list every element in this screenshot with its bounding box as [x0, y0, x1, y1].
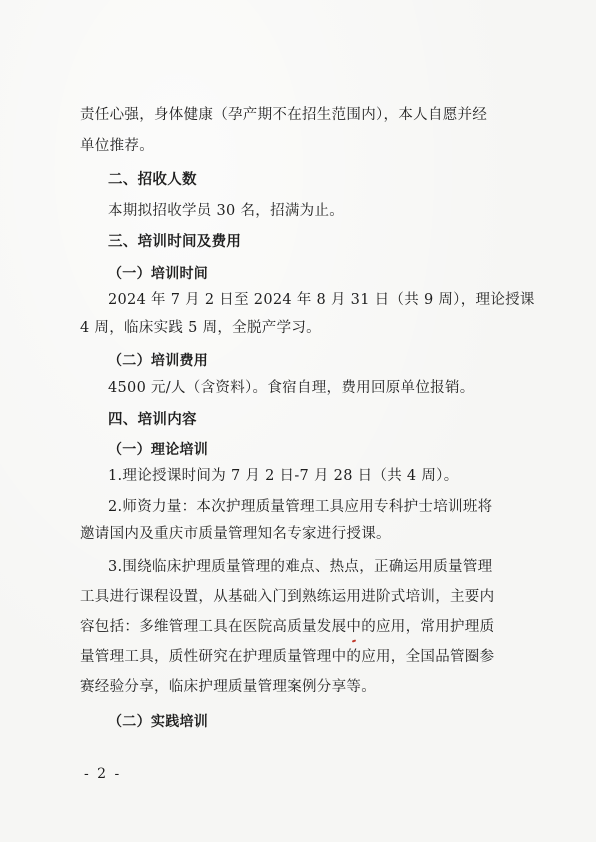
paragraph-line: 邀请国内及重庆市质量管理知名专家进行授课。	[80, 526, 391, 542]
ink-mark	[352, 639, 356, 642]
subsection-heading: （二）实践培训	[108, 714, 209, 730]
subsection-heading: （一）培训时间	[108, 266, 209, 282]
paragraph-line: 量管理工具，质性研究在护理质量管理中的应用，全国品管圈参	[80, 649, 495, 665]
paragraph-line: 1.理论授课时间为 7 月 2 日-7 月 28 日（共 4 周）。	[108, 468, 459, 484]
paragraph-line: 2.师资力量：本次护理质量管理工具应用专科护士培训班将	[108, 499, 493, 515]
paragraph-line: 责任心强，身体健康（孕产期不在招生范围内），本人自愿并经	[80, 107, 488, 123]
page-number: - 2 -	[84, 766, 122, 782]
paragraph-line: 工具进行课程设置，从基础入门到熟练运用进阶式培训，主要内	[80, 589, 495, 605]
paragraph-line: 单位推荐。	[80, 138, 154, 154]
paragraph-line: 赛经验分享，临床护理质量管理案例分享等。	[80, 679, 376, 695]
paragraph-line: 4500 元/人（含资料）。食宿自理，费用回原单位报销。	[108, 380, 475, 396]
section-heading: 二、招收人数	[108, 172, 197, 188]
section-heading: 三、培训时间及费用	[108, 234, 242, 250]
paragraph-line: 2024 年 7 月 2 日至 2024 年 8 月 31 日（共 9 周），理论授课	[108, 292, 535, 308]
subsection-heading: （二）培训费用	[108, 353, 209, 369]
section-heading: 四、培训内容	[108, 412, 197, 428]
paragraph-line: 本期拟招收学员 30 名，招满为止。	[108, 203, 345, 219]
subsection-heading: （一）理论培训	[108, 442, 209, 458]
paragraph-line: 容包括：多维管理工具在医院高质量发展中的应用，常用护理质	[80, 619, 495, 635]
paragraph-line: 3.围绕临床护理质量管理的难点、热点，正确运用质量管理	[108, 559, 493, 575]
paragraph-line: 4 周，临床实践 5 周，全脱产学习。	[80, 320, 321, 336]
